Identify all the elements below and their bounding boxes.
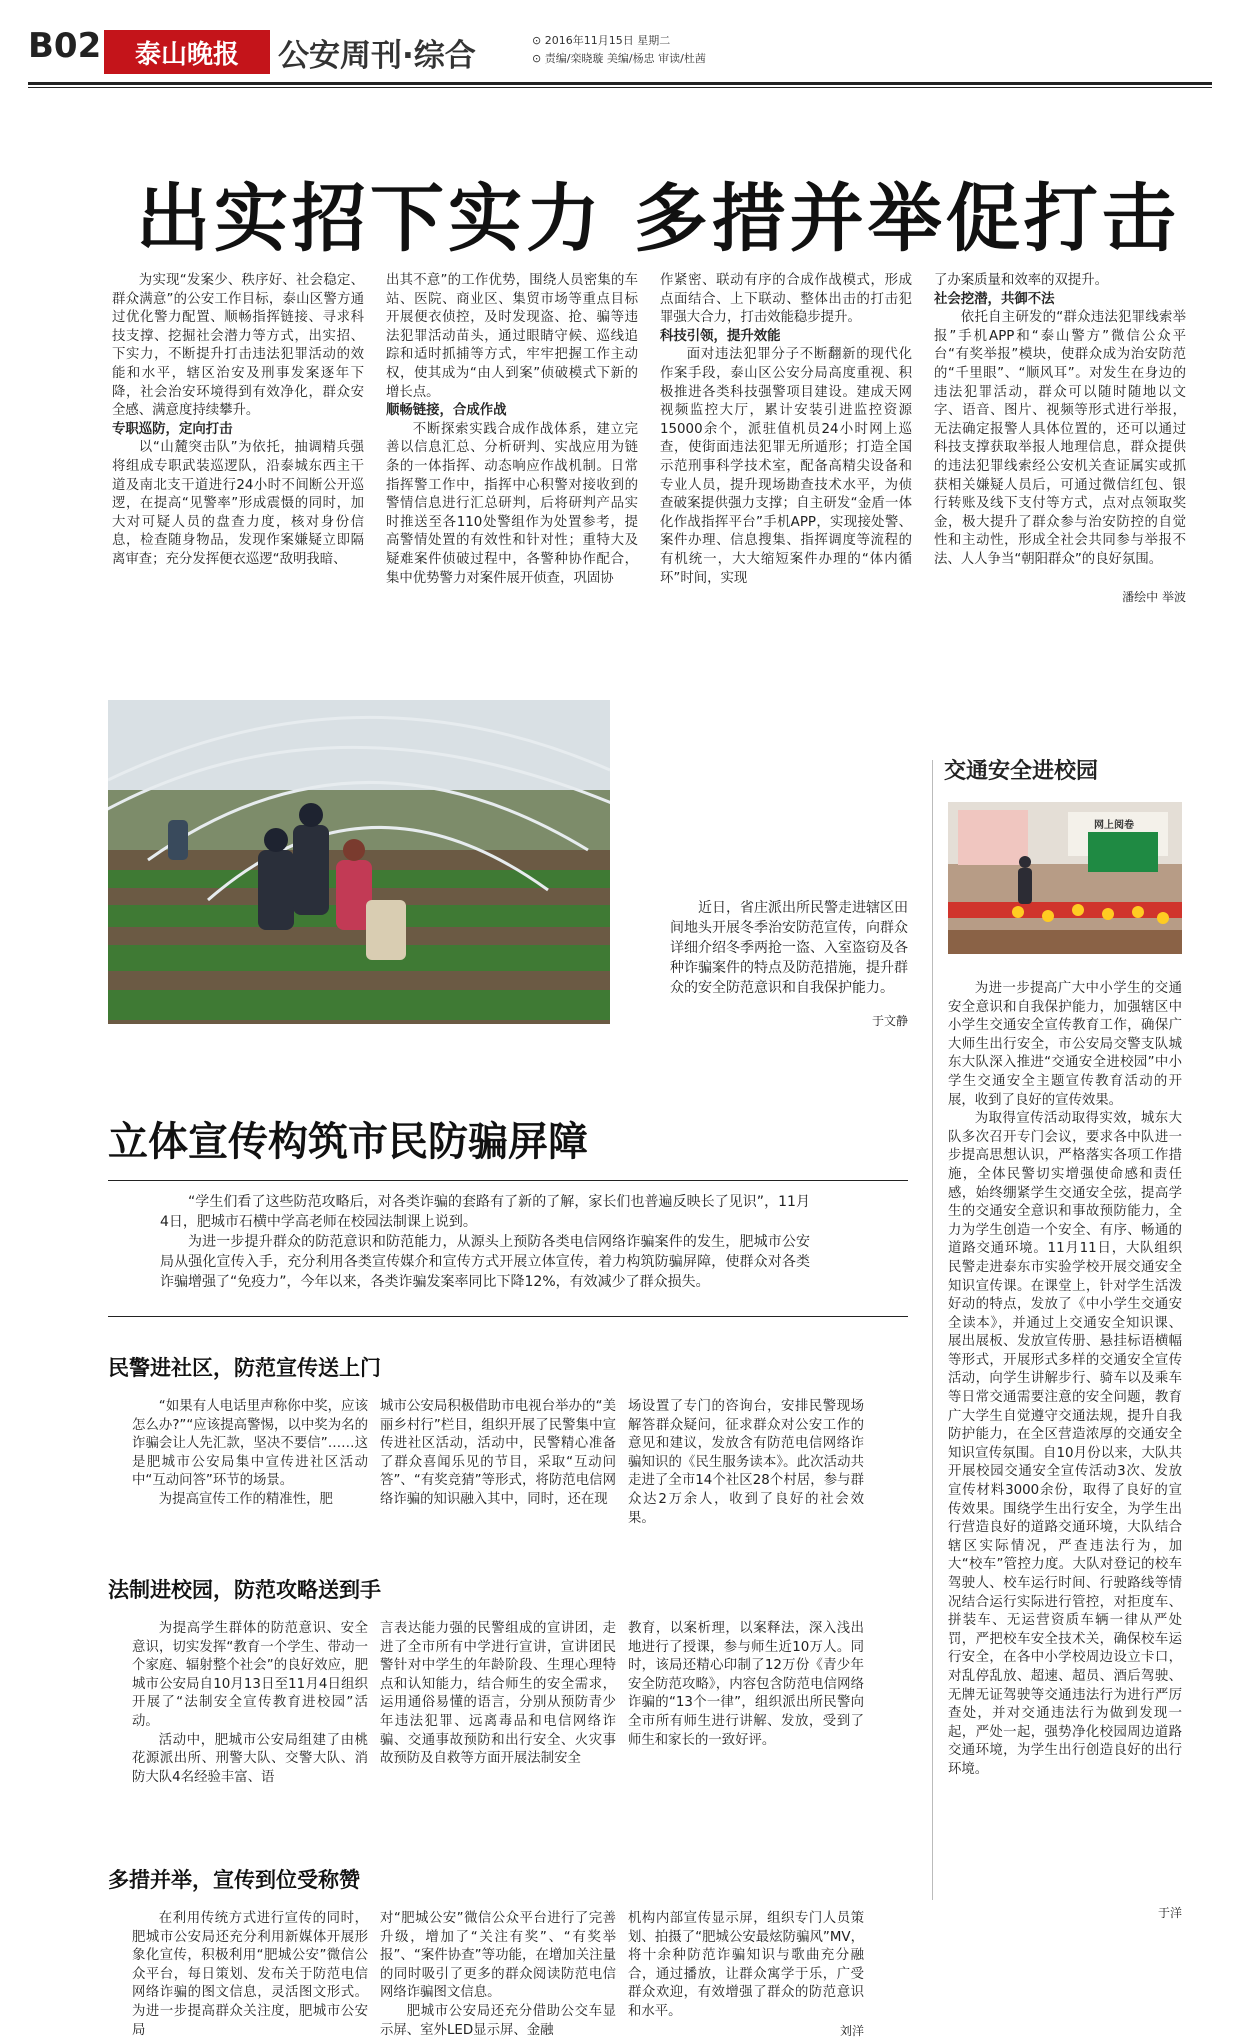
paragraph: 依托自主研发的“群众违法犯罪线索举报”手机APP和“泰山警方”微信公众平台“有奖举报”模块，使群众成为治安防范的“千里眼”、“顺风耳”。对发生在身边的违法犯罪活动，群众可以随时随地以文字、语音、图片、视频等形式进行举报，无法确定报警人具体位置的，还可以通过科技支撑获取举报人地理信息，群众提供的违法犯罪线索经公安机关查证属实或抓获相关嫌疑人员后，可通过微信红包、银行转账及线下支付等方式，点对点领取奖金，极大提升了群众参与治安防控的自觉性和主动性，形成全社会共同参与举报不法、人人争当“朝阳群众”的良好氛围。 <box>934 310 1186 567</box>
paragraph: 为提高宣传工作的精准性，肥 <box>158 1491 333 1507</box>
s3-col1 <box>132 1910 368 2040</box>
paragraph: 肥城市公安局还充分借助公交车显示屏、室外LED显示屏、金融 <box>380 2003 616 2038</box>
article1-col3 <box>660 272 912 588</box>
paragraph: 在利用传统方式进行宣传的同时，肥城市公安局还充分利用新媒体开展形象化宣传，积极利用“肥城公安”微信公众平台，每日策划、发布关于防范电信网络诈骗的图文信息，灵活图文形式。为进一步提高群众关注度，肥城市公安局 <box>132 1911 368 2038</box>
paragraph: 面对违法犯罪分子不断翻新的现代化作案手段，泰山区公安分局高度重视、积极推进各类科技强警项目建设。建成天网视频监控大厅，累计安装引进监控资源15000余个，派驻值机员24小时网上巡查，使街面违法犯罪无所遁形；打造全国示范刑事科学技术室，配备高精尖设备和专业人员，提升现场勘查技术水平，为侦查破案提供强力支撑；自主研发“金盾一体化作战指挥平台”手机APP，实现接处警、案件办理、信息搜集、指挥调度等流程的有机统一，大大缩短案件办理的“体内循环”时间，实现 <box>660 347 912 586</box>
paragraph: 不断探索实践合成作战体系，建立完善以信息汇总、分析研判、实战应用为链条的一体指挥、动态响应作战机制。日常指挥警工作中，指挥中心积警对接收到的警情信息进行汇总研判，后将研判产品实时推送至各110处警组作为处置参考，提高警情处置的有效性和针对性；重特大及疑难案件侦破过程中，各警种协作配合，集中优势警力对案件展开侦查，巩固协 <box>386 421 638 586</box>
section-title: 公安周刊·综合 <box>278 38 476 74</box>
s2-col3 <box>628 1620 864 1750</box>
article1-col2 <box>386 272 638 588</box>
sidebar-headline: 交通安全进校园 <box>944 759 1099 784</box>
farm-field-photo <box>108 700 610 1024</box>
sidebar-body <box>948 980 1182 1780</box>
paragraph: 为提高学生群体的防范意识、安全意识，切实发挥“教育一个学生、带动一个家庭、辐射整个社会”的良好效应，肥城市公安局自10月13日至11月4日组织开展了“法制安全宣传教育进校园”活动。 <box>132 1621 368 1729</box>
issue-date: ⊙ 2016年11月15日 星期二 <box>532 34 671 47</box>
paragraph: 作紧密、联动有序的合成作战模式，形成点面结合、上下联动、整体出击的打击犯罪强大合力，打击效能稳步提升。 <box>660 273 912 326</box>
article1-col4 <box>934 272 1186 570</box>
s3-col3 <box>628 1910 864 2022</box>
article2-rule-bottom <box>108 1316 908 1317</box>
editor-icon: ⊙ <box>532 52 542 65</box>
editor-credits: ⊙ 责编/栾晓璇 美编/杨忠 审读/杜茜 <box>532 52 706 65</box>
sidebar-divider <box>932 760 933 1900</box>
paragraph: “如果有人电话里声称你中奖，应该怎么办?”“应该提高警惕，以中奖为名的诈骗会让人先汇款，坚决不要信”……这是肥城市公安局集中宣传进社区活动中“互动问答”环节的场景。 <box>132 1399 368 1489</box>
page-code: B02 <box>28 26 102 66</box>
sidebar-byline: 于洋 <box>1157 1906 1182 1920</box>
subhead-multimeasure: 多措并举，宣传到位受称赞 <box>108 1868 360 1892</box>
paragraph: 对“肥城公安”微信公众平台进行了完善升级，增加了“关注有奖”、“有奖举报”、“案件协查”等功能，在增加关注量的同时吸引了更多的群众阅读防范电信网络诈骗图文信息。 <box>380 1911 616 2001</box>
paragraph: 言表达能力强的民警组成的宣讲团，走进了全市所有中学进行宣讲，宣讲团民警针对中学生的年龄阶段、生理心理特点和认知能力，结合师生的安全需求，运用通俗易懂的语言，分别从预防青少年违法犯罪、远离毒品和电信网络诈骗、交通事故预防和出行安全、火灾事故预防及自救等方面开展法制安全 <box>380 1621 616 1767</box>
paragraph: 以“山麓突击队”为依托，抽调精兵强将组成专职武装巡逻队，沿泰城东西主干道及南北支干道进行24小时不间断公开巡逻，在提高“见警率”形成震慑的同时，加大对可疑人员的盘查力度，核对身份信息，检查随身物品，发现作案嫌疑立即隔离审查；充分发挥便衣巡逻“敌明我暗、 <box>112 440 364 567</box>
s2-col2 <box>380 1620 616 1769</box>
farm-field-image <box>108 700 610 1024</box>
paragraph: 城市公安局积极借助市电视台举办的“美丽乡村行”栏目，组织开展了民警集中宣传进社区活动，活动中，民警精心准备了群众喜闻乐见的节目，采取“互动问答”、“有奖竞猜”等形式，将防范电信网络诈骗的知识融入其中，同时，还在现 <box>380 1399 616 1507</box>
s1-col2 <box>380 1398 616 1510</box>
article2-lead: “学生们看了这些防范攻略后，对各类诈骗的套路有了新的了解，家长们也普遍反映长了见识”，11月4日，肥城市石横中学高老师在校园法制课上说到。 为进一步提升群众的防范意识和防范能力，从源头上预防各类电信网络诈骗案件的发生，肥城市公安局从强化宣传入手，充分利用各类宣传媒介和宣传方式开展立体宣传，着力构筑防骗屏障，使群众对各类诈骗增强了“免疫力”，今年以来，各类诈骗发案率同比下降12%，有效减少了群众损失。 <box>160 1194 810 1290</box>
s1-col1 <box>132 1398 368 1510</box>
subheading: 社会挖潜，共御不法 <box>934 291 1055 307</box>
article1-col1 <box>112 272 364 570</box>
subheading: 科技引领，提升效能 <box>660 328 781 344</box>
paragraph: 场设置了专门的咨询台，安排民警现场解答群众疑问，征求群众对公安工作的意见和建议，发放含有防范电信网络诈骗知识的《民生服务读本》。此次活动共走进了全市14个社区28个村居，参与群众达2万余人，收到了良好的社会效果。 <box>628 1399 864 1526</box>
article2-rule-top <box>108 1180 908 1181</box>
paragraph: 为实现“发案少、秩序好、社会稳定、群众满意”的公安工作目标，泰山区警方通过优化警力配置、顺畅指挥链接、寻求科技支撑、挖掘社会潜力等方式，出实招、下实力，不断提升打击违法犯罪活动的效能和水平，辖区治安及刑事发案逐年下降，社会治安环境得到有效净化，群众安全感、满意度持续攀升。 <box>112 273 364 419</box>
paragraph: 了办案质量和效率的双提升。 <box>934 273 1109 288</box>
header-rule-thin <box>28 87 1212 88</box>
header-rule <box>28 82 1212 85</box>
subheading: 顺畅链接，合成作战 <box>386 403 507 419</box>
paragraph: 活动中，肥城市公安局组建了由桃花源派出所、刑警大队、交警大队、消防大队4名经验丰富、语 <box>132 1732 368 1785</box>
photo1-byline: 于文静 <box>871 1014 908 1028</box>
paragraph: 为进一步提高广大中小学生的交通安全意识和自我保护能力，加强辖区中小学生交通安全宣传教育工作，确保广大师生出行安全，市公安局交警支队城东大队深入推进“交通安全进校园”中小学生交通安全主题宣传教育活动的开展，收到了良好的宣传效果。 <box>948 981 1182 1108</box>
s1-col3 <box>628 1398 864 1528</box>
paragraph: 为取得宣传活动取得实效，城东大队多次召开专门会议，要求各中队进一步提高思想认识，严格落实各项工作措施，全体民警切实增强使命感和责任感，始终绷紧学生交通安全弦，提高学生的交通安全意识和事故预防能力，全力为学生创造一个安全、有序、畅通的道路交通环境。11月11日，大队组织民警走进泰东市实验学校开展交通安全知识宣传课。在课堂上，针对学生活泼好动的特点，发放了《中小学生交通安全读本》，并通过上交通安全知识课、展出展板、发放宣传册、悬挂标语横幅等形式，开展形式多样的交通安全宣传活动，向学生讲解步行、骑车以及乘车等日常交通需要注意的安全问题，教育广大学生自觉遵守交通法规，提升自我防护能力，在全区营造浓厚的交通安全知识宣传氛围。自10月份以来，大队共开展校园交通安全宣传活动3次、发放宣传材料3000余份，取得了良好的宣传效果。围绕学生出行安全，为学生出行营造良好的道路交通环境，大队结合辖区实际情况，严查违法行为，加大“校车”管控力度。大队对登记的校车驾驶人、校车运行时间、行驶路线等情况结合运行实际进行管控，对拒度车、拼装车、无运营资质车辆一律从严处罚，严把校车安全技术关，确保校车运行安全，在各中小学校周边设立卡口，对乱停乱放、超速、超员、酒后驾驶、无牌无证驾驶等交通违法行为进行严厉查处，并对交通违法行为做到发现一起，严处一起，强势净化校园周边道路交通环境，为学生出行创造良好的出行环境。 <box>948 1111 1182 1777</box>
classroom-photo <box>948 802 1182 954</box>
article2-byline: 刘洋 <box>839 2024 864 2038</box>
s3-col2 <box>380 1910 616 2040</box>
clock-icon: ⊙ <box>532 34 542 47</box>
paper-logo: 泰山晚报 <box>104 30 270 74</box>
subheading: 专职巡防，定向打击 <box>112 421 233 437</box>
paragraph: 出其不意”的工作优势，围绕人员密集的车站、医院、商业区、集贸市场等重点目标开展便衣侦控，及时发现盗、抢、骗等违法犯罪活动苗头，通过眼睛守候、巡线追踪和适时抓捕等方式，牢牢把握工作主动权，使其成为“由人到案”侦破模式下新的增长点。 <box>386 273 638 400</box>
article1-headline: 出实招下实力 多措并举促打击 <box>136 176 1180 262</box>
paragraph: 教育，以案析理，以案释法，深入浅出地进行了授课，参与师生近10万人。同时，该局还精心印制了12万份《青少年安全防范攻略》，内容包含防范电信网络诈骗的“13个一律”，组织派出所民警向全市所有师生进行讲解、发放，受到了师生和家长的一致好评。 <box>628 1621 864 1748</box>
classroom-banner: 网上阅卷 <box>1094 820 1134 831</box>
photo1-caption: 近日，省庄派出所民警走进辖区田间地头开展冬季治安防范宣传，向群众详细介绍冬季两抢一盗、入室盗窃及各种诈骗案件的特点及防范措施，提升群众的安全防范意识和自我保护能力。 <box>670 900 908 996</box>
subhead-school: 法制进校园，防范攻略送到手 <box>108 1578 381 1602</box>
paragraph: 机构内部宣传显示屏，组织专门人员策划、拍摄了“肥城公安最炫防骗风”MV，将十余种防范诈骗知识与歌曲充分融合，通过播放，让群众寓学于乐，广受群众欢迎，有效增强了群众的防范意识和水平。 <box>628 1911 864 2019</box>
s2-col1 <box>132 1620 368 1787</box>
article1-byline: 潘绘中 举波 <box>1122 590 1186 604</box>
article2-headline: 立体宣传构筑市民防骗屏障 <box>108 1119 588 1165</box>
classroom-image <box>948 802 1182 954</box>
subhead-community: 民警进社区，防范宣传送上门 <box>108 1356 381 1380</box>
